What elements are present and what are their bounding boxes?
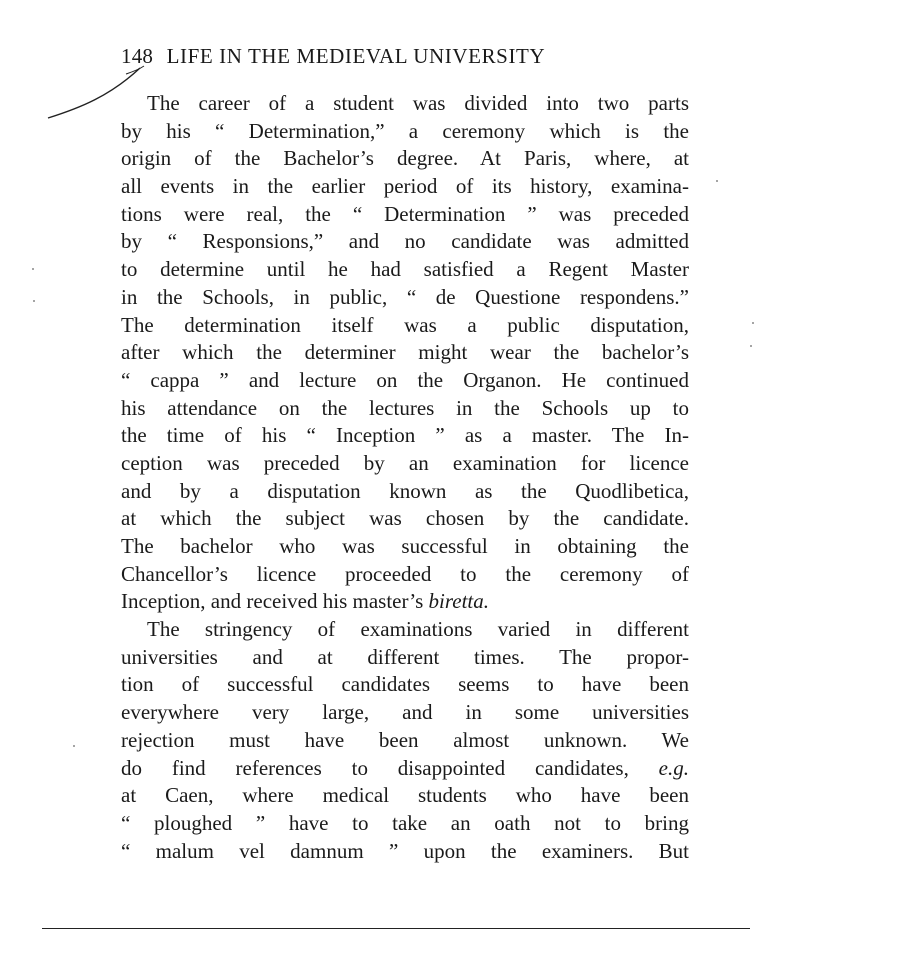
text-line: The stringency of examinations varied in different [147, 617, 689, 642]
scan-speck [750, 345, 752, 347]
text-line: the time of his “ Inception ” as a master. The In- [121, 423, 689, 448]
text-line: “ malum vel damnum ” upon the examiners. But [121, 838, 689, 863]
text-line: at which the subject was chosen by the candidate. [121, 506, 689, 531]
page-number: 148 [121, 44, 154, 68]
text-line: tion of successful candidates seems to have been [121, 672, 689, 697]
text-line: The determination itself was a public disputation, [121, 312, 689, 337]
text-line: ception was preceded by an examination for licence [121, 450, 689, 475]
italic-word: biretta. [428, 589, 489, 614]
text-line: in the Schools, in public, “ de Questione respondens.” [121, 284, 689, 309]
text-line: his attendance on the lectures in the Schools up to [121, 395, 689, 420]
italic-word: e.g. [658, 755, 689, 780]
text-line: “ cappa ” and lecture on the Organon. He continued [121, 367, 689, 392]
text-line: everywhere very large, and in some universities [121, 700, 689, 725]
running-title: LIFE IN THE MEDIEVAL UNIVERSITY [166, 44, 546, 68]
scan-speck [752, 322, 754, 324]
text-line: by his “ Determination,” a ceremony which is the [121, 118, 689, 143]
text-line: after which the determiner might wear the bachelor’s [121, 340, 689, 365]
scan-speck [716, 180, 718, 182]
scan-speck [33, 300, 35, 302]
text-line: and by a disputation known as the Quodlibetica, [121, 478, 689, 503]
footer-rule [42, 928, 750, 929]
text-line: by “ Responsions,” and no candidate was admitted [121, 229, 689, 254]
text-line-start: Inception, and received his master’s [121, 589, 429, 614]
running-header [121, 44, 681, 69]
text-line: Chancellor’s licence proceeded to the ceremony of [121, 561, 689, 586]
body-text [121, 90, 689, 865]
text-line [121, 755, 689, 783]
scan-speck [32, 268, 34, 270]
text-line: to determine until he had satisfied a Regent Master [121, 257, 689, 282]
text-line: all events in the earlier period of its history, examina- [121, 174, 689, 199]
text-line: tions were real, the “ Determination ” was preceded [121, 201, 689, 226]
text-line: The career of a student was divided into two parts [147, 91, 689, 115]
text-line: at Caen, where medical students who have been [121, 783, 689, 808]
text-line-start: do find references to disappointed candidates, [121, 755, 659, 780]
text-line: “ ploughed ” have to take an oath not to bring [121, 810, 689, 835]
text-line: origin of the Bachelor’s degree. At Paris, where, at [121, 146, 689, 171]
text-line: universities and at different times. The propor- [121, 644, 689, 669]
text-line: The bachelor who was successful in obtaining the [121, 534, 689, 558]
scan-speck [73, 745, 75, 747]
text-line [121, 588, 689, 616]
text-line: rejection must have been almost unknown. We [121, 727, 689, 752]
